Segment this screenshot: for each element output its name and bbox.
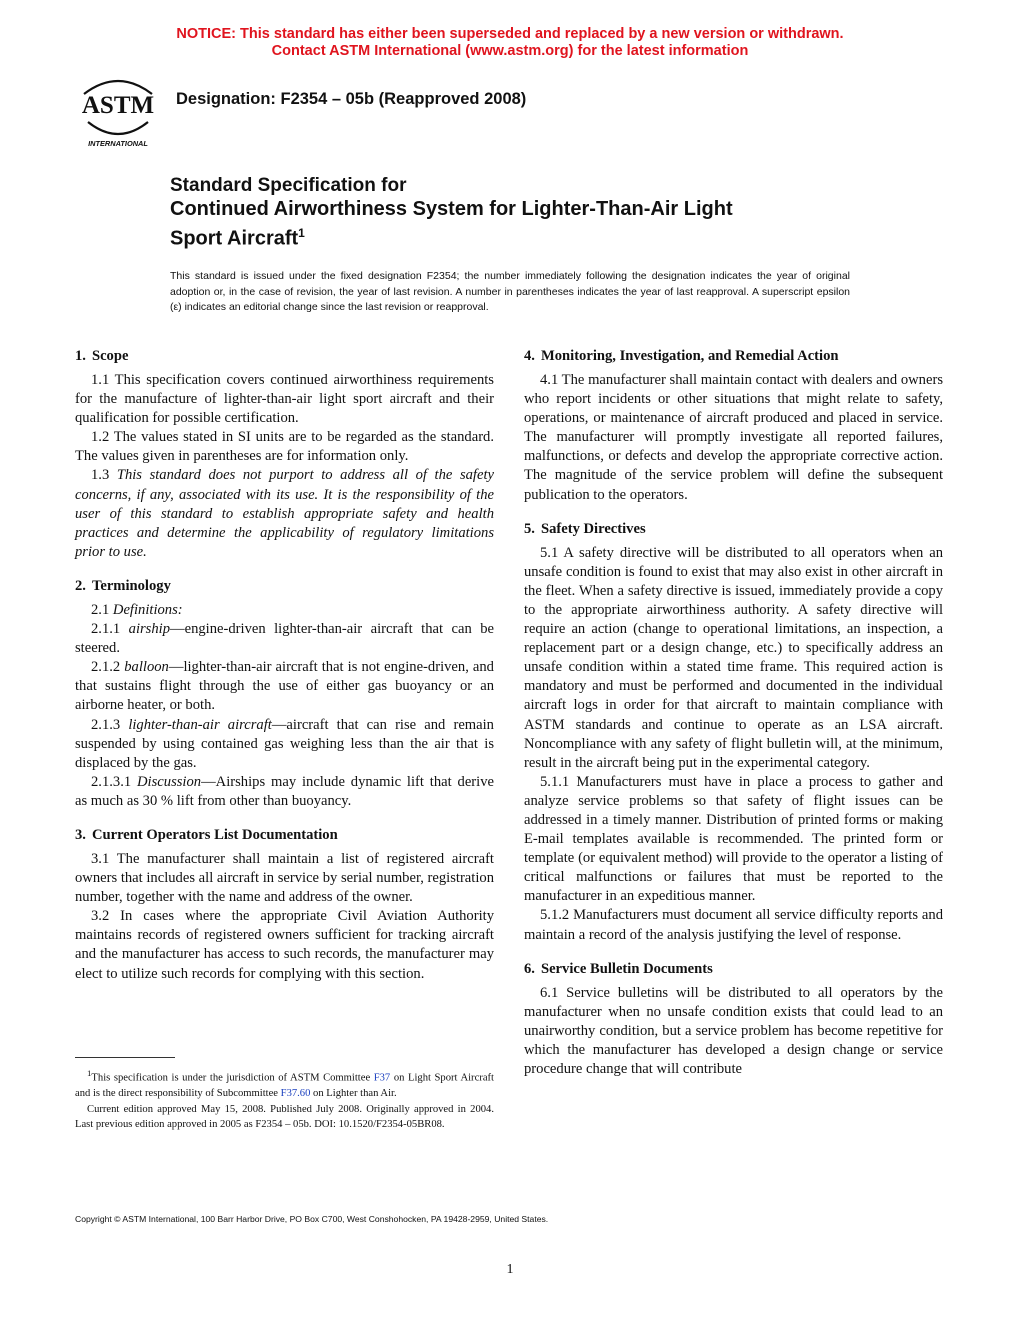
paragraph: 6.1 Service bulletins will be distributed to all operators by the manufacturer when no unsafe condition exists that could lead to an unairworthy condition, but a service problem has become repetitive for which the manufacturer has developed a design change or service procedure change that will contribute (524, 984, 943, 1077)
paragraph: 1.3 This standard does not purport to address all of the safety concerns, if any, associated with its use. It is the responsibility of the user of this standard to establish appropriate safety and health practices and determine the applicability of regulatory limitations prior to use. (75, 467, 494, 560)
paragraph: 2.1.3.1 Discussion—Airships may include dynamic lift that derive as much as 30 % lift from other than buoyancy. (75, 773, 494, 809)
paragraph: 4.1 The manufacturer shall maintain contact with dealers and owners who report incidents or other situations that might relate to safety, operations, or maintenance of aircraft produced and placed in service. The manufacturer will promptly investigate all reported failures, malfunctions, or defects and develop the appropriate corrective action. The magnitude of the service problem will define the subsequent publication to the operators. (524, 372, 943, 503)
issued-note: This standard is issued under the fixed designation F2354; the number immediately following the designation indicates the year of original adoption or, in the case of revision, the year of last revision. A number in parentheses indicates the year of last reapproval. A superscript epsilon (ε) indicates an editorial change since the last revision or reapproval. (170, 270, 850, 313)
copyright: Copyright © ASTM International, 100 Barr Harbor Drive, PO Box C700, West Conshohocken, PA 19428-2959, United States. (75, 1214, 549, 1224)
section-heading-terminology: 2. Terminology (75, 577, 171, 594)
section-heading-monitoring: 4. Monitoring, Investigation, and Remedial Action (524, 348, 839, 364)
footnote-edition: Current edition approved May 15, 2008. Published July 2008. Originally approved in 2004. Last previous edition approved in 2005 as F2354 – 05b. DOI: 10.1520/F2354-05BR08. (75, 1103, 494, 1131)
committee-f37-link[interactable]: F37 (373, 1072, 391, 1084)
page-number: 1 (506, 1262, 514, 1277)
section-heading-scope: 1. Scope (75, 348, 129, 364)
designation: Designation: F2354 – 05b (Reapproved 2008) (176, 90, 527, 108)
right-column (524, 346, 943, 1079)
notice-line-1: NOTICE: This standard has either been superseded and replaced by a new version or withdrawn. (176, 26, 844, 42)
paragraph: 2.1 Definitions: (91, 601, 183, 618)
paragraph: 1.2 The values stated in SI units are to be regarded as the standard. The values given in parentheses are for information only. (75, 429, 494, 465)
paragraph: 2.1.1 airship—engine-driven lighter-than-air aircraft that can be steered. (75, 621, 495, 657)
paragraph: 2.1.2 balloon—lighter-than-air aircraft that is not engine-driven, and that sustains flight through the use of either gas buoyancy or an airborne heater, or both. (75, 659, 494, 714)
footnote-1: $^1$This specification is under the jurisdiction of ASTM Committee F37 on Light Sport Aircraft and is the direct responsibility of Subcommittee F37.60 on Lighter than Air. (75, 1068, 494, 1100)
subcommittee-f37-60-link[interactable]: F37.60 (280, 1088, 311, 1100)
document-title (170, 174, 870, 251)
title-line-1: Standard Specification for (170, 175, 407, 196)
section-heading-safety-directives: 5. Safety Directives (524, 520, 646, 537)
notice-line-2: Contact ASTM International (www.astm.org) for the latest information (271, 43, 749, 59)
footnote-divider (75, 1057, 175, 1058)
title-footnote-mark: 1 (298, 226, 305, 240)
paragraph: 3.2 In cases where the appropriate Civil Aviation Authority maintains records of registered owners sufficient for tracking aircraft and the manufacturer has access to such records, the manufacturer may elect to utilize such records for complying with this section. (75, 908, 494, 982)
paragraph: 5.1 A safety directive will be distributed to all operators when an unsafe condition is found to exist that may also exist in other aircraft in the fleet. When a safety directive is issued, immediately provide a copy to the appropriate airworthiness authority. A safety directive will require an action (change to operational limitations, an inspection, a replacement part or a design change, etc.) to specifically address an unsafe condition within a stated time frame. This required action is mandatory and must be performed and documented in the individual aircraft logs in order for that aircraft to maintain compliance with ASTM standards and continue to operate as an LSA aircraft. Noncompliance with any safety of flight bulletin will, at the minimum, result in the aircraft being put in the experimental category. (524, 544, 943, 771)
paragraph: 3.1 The manufacturer shall maintain a list of registered aircraft owners that includes all aircraft in service by serial number, registration number, together with the name and address of the owner. (75, 850, 494, 906)
paragraph: 2.1.3 lighter-than-air aircraft—aircraft that can rise and remain suspended by using contained gas weighing less than the air that is displaced by the gas. (75, 716, 494, 771)
logo-letters: ASTM (81, 92, 155, 119)
section-heading-operators-list: 3. Current Operators List Documentation (75, 826, 338, 843)
footnotes (75, 1066, 494, 1133)
paragraph: 5.1.2 Manufacturers must document all service difficulty reports and maintain a record of the analysis justifying the level of response. (524, 907, 943, 943)
paragraph: 1.1 This specification covers continued airworthiness requirements for the manufacture of lighter-than-air light sport aircraft and their qualification for possible certification. (75, 372, 494, 427)
paragraph: 5.1.1 Manufacturers must have in place a process to gather and analyze service problems so that safety of flight issues can be addressed in a timely manner. Distribution of printed forms or making E-mail templates available is recommended. The printed form or template (or equivalent method) will provide to the operator a listing of critical malfunctions or failures that must be reported to the manufacturer in an expeditious manner. (524, 773, 943, 905)
astm-logo (76, 72, 160, 148)
withdrawal-notice (0, 26, 1020, 60)
title-line-2: Continued Airworthiness System for Lighter-Than-Air Light (170, 198, 733, 220)
section-heading-service-bulletins: 6. Service Bulletin Documents (524, 960, 713, 977)
title-line-3: Sport Aircraft$^1$ (170, 226, 305, 250)
left-column (75, 346, 494, 984)
logo-subtitle: INTERNATIONAL (88, 139, 148, 148)
